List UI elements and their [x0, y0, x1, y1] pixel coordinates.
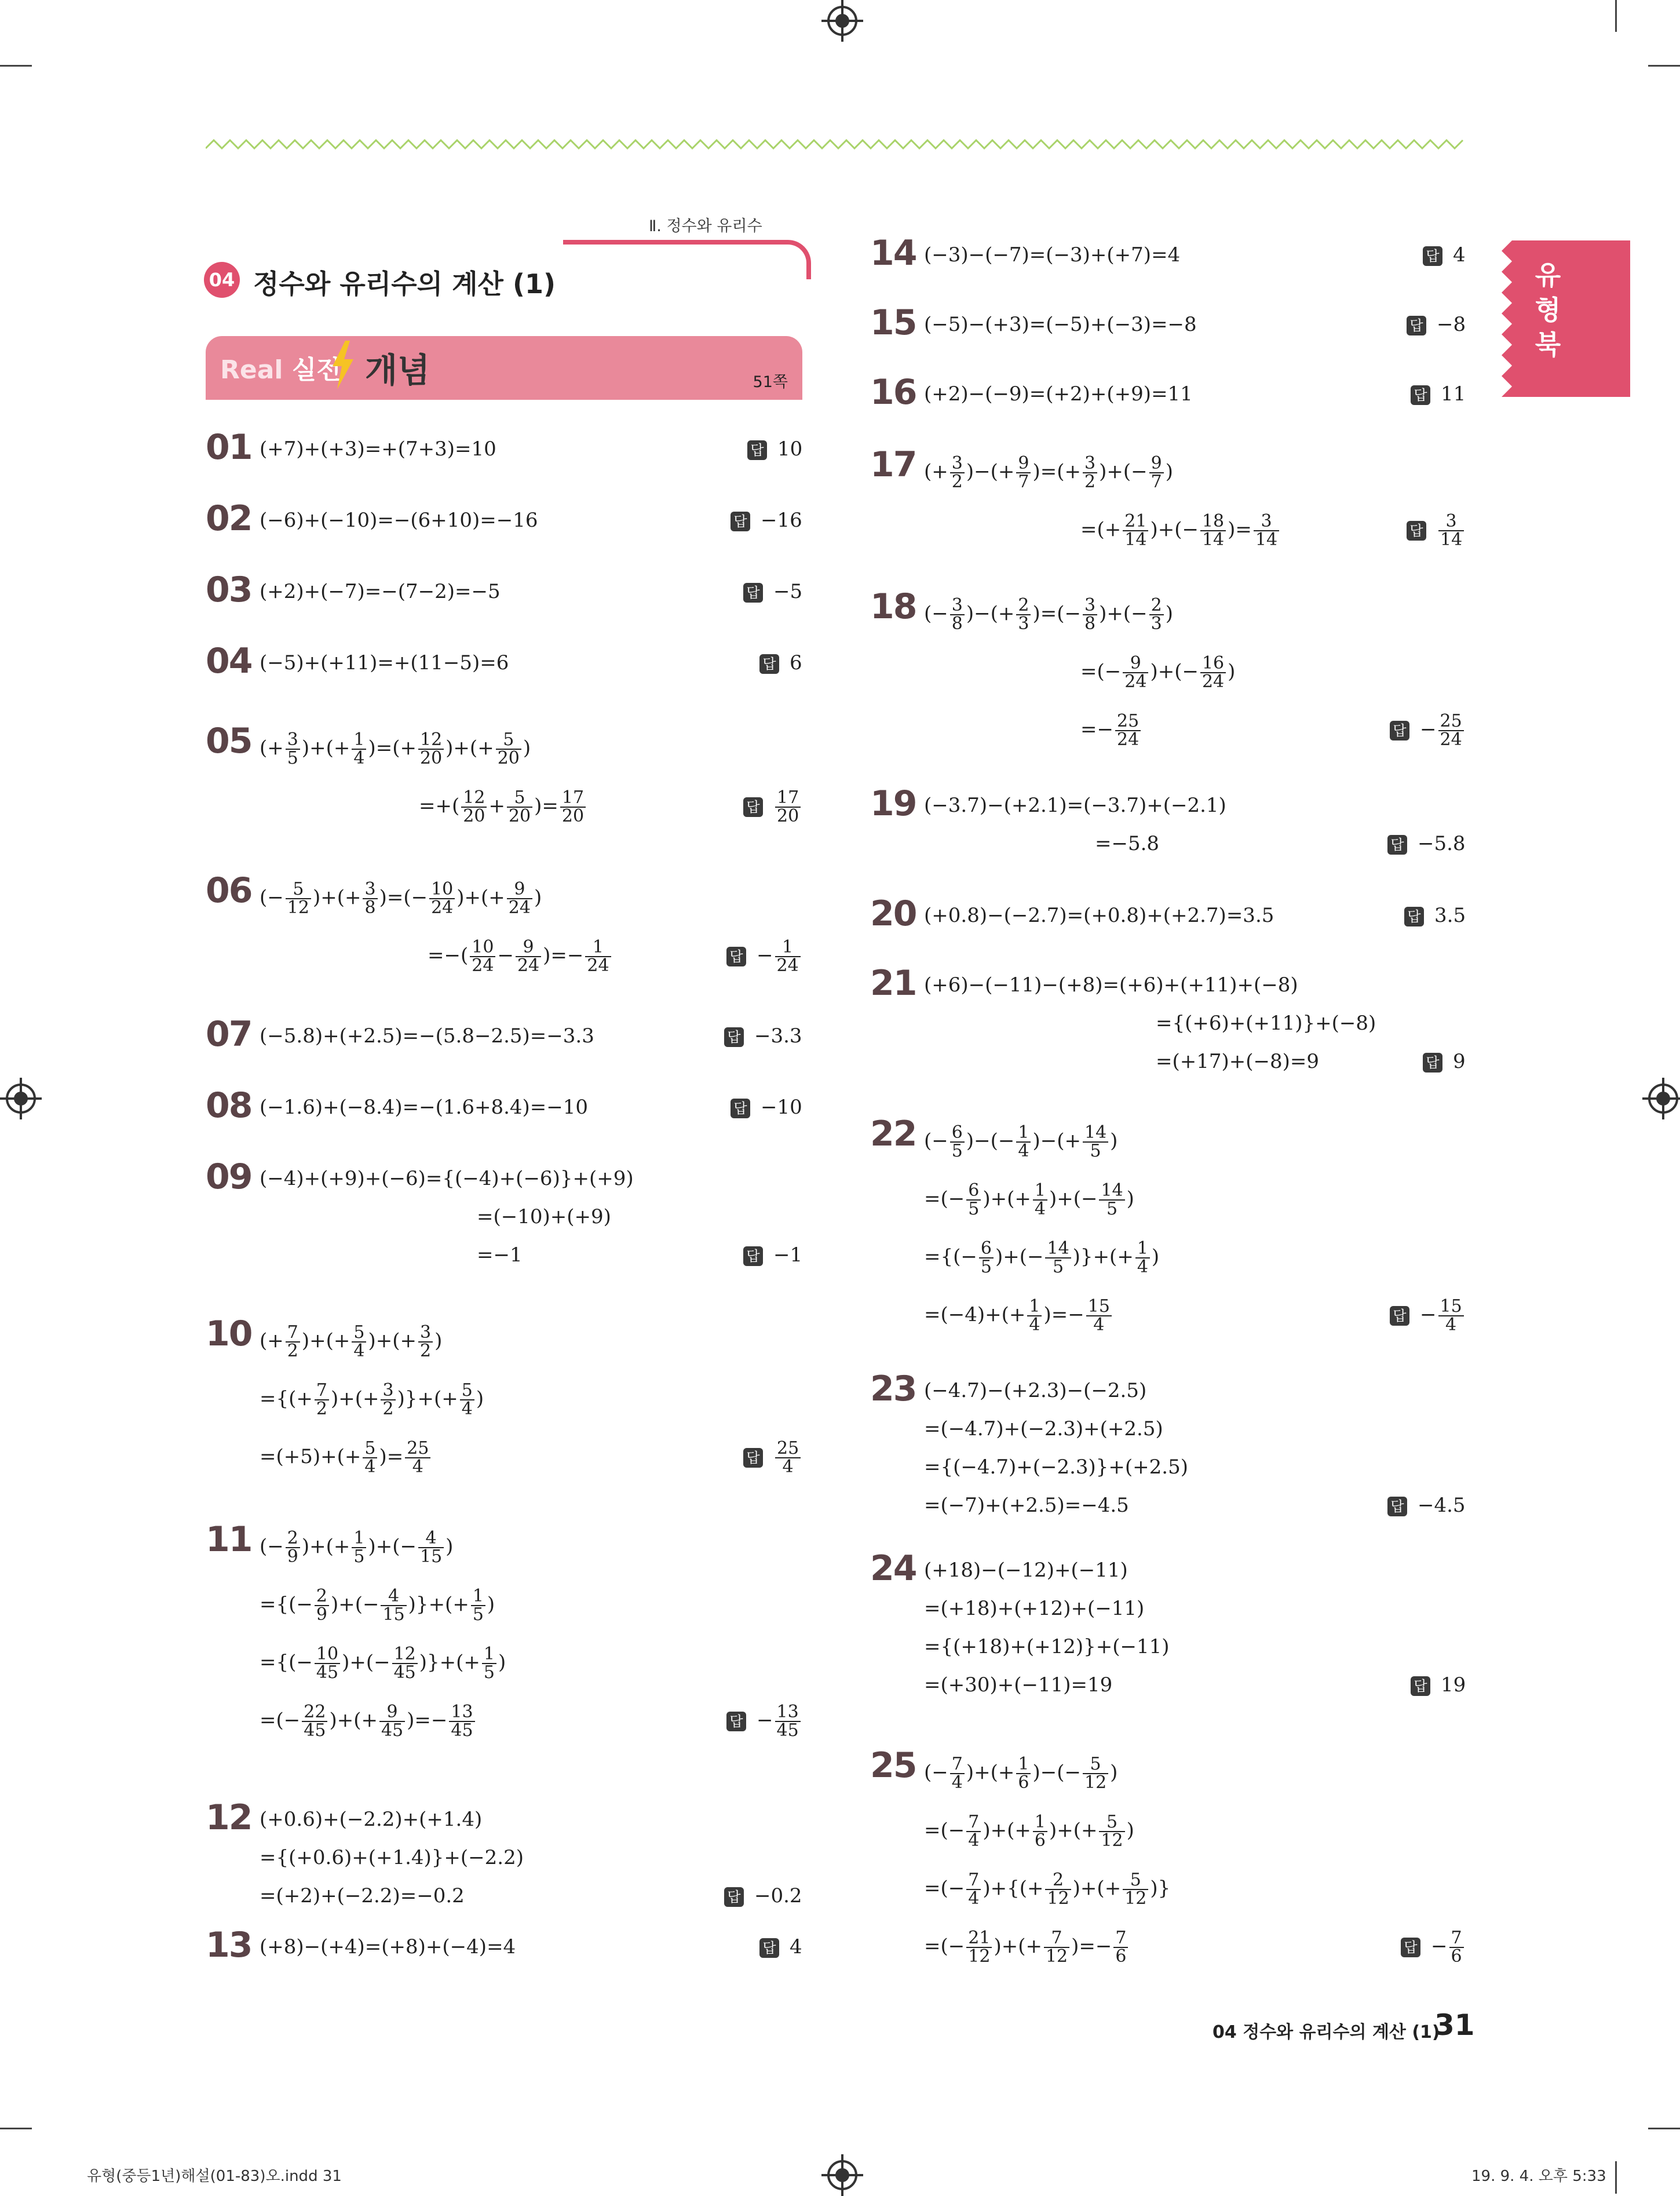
page-number: 31 — [1434, 2008, 1475, 2042]
solution-line: (+18)−(−12)+(−11) — [924, 1559, 1128, 1582]
answer-value: −5 — [773, 580, 803, 603]
zigzag-rule — [206, 137, 1469, 154]
solution-line: =(+17)+(−8)=9 — [1156, 1050, 1320, 1073]
registration-mark-icon — [6, 1084, 36, 1114]
side-tab-teeth — [1502, 240, 1517, 397]
solution-line: =(+ $\frac{21}{14}$ )+(− $\frac{18}{14}$ )= $\frac{3}{14}$ — [1080, 513, 1281, 549]
answer — [743, 1440, 802, 1476]
answer-value: −8 — [1437, 313, 1466, 336]
answer-value: −16 — [761, 509, 802, 532]
problem-number: 18 — [870, 586, 916, 627]
problem-number: 15 — [870, 302, 916, 343]
answer — [724, 1884, 802, 1907]
answer-marker-icon: 답 — [1387, 835, 1407, 855]
solution-line: =(− $\frac{21}{12}$ )+(+ $\frac{7}{12}$ )=− $\frac{7}{6}$ — [924, 1929, 1130, 1965]
problem-number: 12 — [206, 1797, 252, 1838]
answer-marker-icon: 답 — [1401, 1938, 1420, 1957]
answer — [743, 789, 802, 825]
answer — [1407, 313, 1466, 336]
solution-line: =(− $\frac{6}{5}$ )+(+ $\frac{1}{4}$ )+(− $\frac{14}{5}$ ) — [924, 1180, 1134, 1219]
solution-line: (+ $\frac{7}{2}$ )+(+ $\frac{5}{4}$ )+(+ $\frac{3}{2}$ ) — [260, 1322, 443, 1361]
problem-number: 06 — [206, 870, 252, 911]
solution-line: ={(−4.7)+(−2.3)}+(+2.5) — [924, 1456, 1188, 1479]
answer-marker-icon: 답 — [731, 512, 750, 531]
answer — [759, 1935, 802, 1958]
problem-number: 16 — [870, 372, 916, 413]
answer — [1411, 1673, 1466, 1697]
solution-line: (− $\frac{6}{5}$ )−(− $\frac{1}{4}$ )−(+ $\frac{14}{5}$ ) — [924, 1122, 1118, 1161]
answer-marker-icon: 답 — [726, 947, 746, 966]
banner-page-ref: 51쪽 — [753, 373, 788, 391]
solution-line: =(−4.7)+(−2.3)+(+2.5) — [924, 1417, 1163, 1440]
solution-line: (−3)−(−7)=(−3)+(+7)=4 — [924, 243, 1181, 267]
answer — [726, 939, 802, 975]
answer-value: − $\frac{7}{6}$ — [1431, 1935, 1466, 1958]
answer-value: 19 — [1441, 1673, 1466, 1697]
solution-line: (−5)+(+11)=+(11−5)=6 — [260, 651, 509, 674]
answer-value: 6 — [790, 651, 802, 674]
problem-number: 20 — [870, 893, 916, 934]
problem-number: 24 — [870, 1548, 916, 1589]
answer-marker-icon: 답 — [1390, 1306, 1409, 1326]
solution-line: =−5.8 — [1095, 832, 1160, 855]
crop-mark — [1648, 65, 1680, 67]
answer — [759, 651, 802, 674]
solution-line: ={(+18)+(+12)}+(−11) — [924, 1635, 1170, 1658]
answer-value: $\frac{25}{4}$ — [773, 1445, 802, 1468]
solution-line: (+0.6)+(−2.2)+(+1.4) — [260, 1808, 483, 1831]
solution-line: (−6)+(−10)=−(6+10)=−16 — [260, 509, 538, 532]
answer-value: −0.2 — [754, 1884, 802, 1907]
answer-value: 4 — [1453, 243, 1466, 267]
problem-number: 10 — [206, 1314, 252, 1354]
solution-line: =(− $\frac{22}{45}$ )+(+ $\frac{9}{45}$ )=− $\frac{13}{45}$ — [260, 1703, 477, 1739]
problem-number: 08 — [206, 1085, 252, 1126]
banner-concept-label: 개념 — [365, 351, 430, 390]
print-slug-file: 유형(중등1년)해설(01-83)오.indd 31 — [87, 2168, 342, 2185]
solution-line: (−5)−(+3)=(−5)+(−3)=−8 — [924, 313, 1197, 336]
solution-line: (− $\frac{5}{12}$ )+(+ $\frac{3}{8}$ )=(− $\frac{10}{24}$ )+(+ $\frac{9}{24}$ ) — [260, 879, 542, 918]
print-slug-date: 19. 9. 4. 오후 5:33 — [1471, 2168, 1606, 2185]
solution-line: (+2)−(−9)=(+2)+(+9)=11 — [924, 382, 1193, 406]
answer — [747, 437, 802, 461]
heading-curve — [563, 240, 811, 279]
answer — [1404, 904, 1466, 927]
solution-line: =(+2)+(−2.2)=−0.2 — [260, 1884, 465, 1907]
solution-line: (−5.8)+(+2.5)=−(5.8−2.5)=−3.3 — [260, 1024, 594, 1048]
solution-line: (+7)+(+3)=+(7+3)=10 — [260, 437, 496, 461]
solution-line: =(−10)+(+9) — [477, 1205, 611, 1228]
solution-line: =− $\frac{25}{24}$ — [1080, 713, 1142, 749]
problem-number: 21 — [870, 963, 916, 1004]
answer-value: −1 — [773, 1243, 803, 1267]
side-tab-label: 유형북 — [1535, 260, 1561, 360]
solution-line: ={(− $\frac{10}{45}$ )+(− $\frac{12}{45}$ )}+(+ $\frac{1}{5}$ ) — [260, 1644, 506, 1683]
answer-value: −5.8 — [1418, 832, 1466, 855]
answer-marker-icon: 답 — [1423, 246, 1442, 266]
solution-line: (+ $\frac{3}{5}$ )+(+ $\frac{1}{4}$ )=(+ $\frac{12}{20}$ )+(+ $\frac{5}{20}$ ) — [260, 729, 531, 768]
answer — [743, 580, 802, 603]
solution-line: (− $\frac{2}{9}$ )+(+ $\frac{1}{5}$ )+(− $\frac{4}{15}$ ) — [260, 1528, 454, 1567]
solution-line: (− $\frac{3}{8}$ )−(+ $\frac{2}{3}$ )=(− $\frac{3}{8}$ )+(− $\frac{2}{3}$ ) — [924, 595, 1173, 634]
answer-value: 9 — [1453, 1050, 1466, 1073]
problem-number: 01 — [206, 427, 252, 468]
solution-line: ={(− $\frac{2}{9}$ )+(− $\frac{4}{15}$ )}+(+ $\frac{1}{5}$ ) — [260, 1586, 495, 1625]
answer-marker-icon: 답 — [1407, 316, 1426, 335]
answer — [1390, 713, 1466, 749]
solution-line: (−3.7)−(+2.1)=(−3.7)+(−2.1) — [924, 794, 1226, 817]
banner-real-label: Real 실전 — [220, 355, 341, 385]
solution-line: =(+5)+(+ $\frac{5}{4}$ )= $\frac{25}{4}$ — [260, 1440, 432, 1476]
answer-value: $\frac{17}{20}$ — [773, 794, 802, 818]
answer-value: − $\frac{13}{45}$ — [757, 1709, 802, 1732]
solution-line: =(−7)+(+2.5)=−4.5 — [924, 1494, 1129, 1517]
solution-line: (+ $\frac{3}{2}$ )−(+ $\frac{9}{7}$ )=(+ $\frac{3}{2}$ )+(− $\frac{9}{7}$ ) — [924, 453, 1173, 492]
answer-marker-icon: 답 — [724, 1027, 744, 1047]
crop-mark — [0, 65, 32, 67]
answer-value: −10 — [761, 1096, 802, 1119]
answer — [724, 1024, 802, 1048]
answer — [1407, 513, 1466, 549]
solution-line: (−4)+(+9)+(−6)={(−4)+(−6)}+(+9) — [260, 1167, 634, 1190]
answer-marker-icon: 답 — [743, 583, 763, 603]
answer-marker-icon: 답 — [1387, 1497, 1407, 1516]
problem-number: 09 — [206, 1157, 252, 1197]
answer — [1387, 832, 1466, 855]
solution-line: (− $\frac{7}{4}$ )+(+ $\frac{1}{6}$ )−(− $\frac{5}{12}$ ) — [924, 1754, 1118, 1793]
answer-marker-icon: 답 — [1411, 1676, 1430, 1696]
answer — [1423, 1050, 1466, 1073]
solution-line: =−1 — [477, 1243, 523, 1267]
answer-value: − $\frac{1}{24}$ — [757, 944, 802, 967]
registration-mark-icon — [827, 6, 857, 36]
answer-value: $\frac{3}{14}$ — [1437, 518, 1466, 541]
side-tab — [1502, 240, 1630, 397]
solution-line: (−1.6)+(−8.4)=−(1.6+8.4)=−10 — [260, 1096, 589, 1119]
solution-line: =−( $\frac{10}{24}$ − $\frac{9}{24}$ )=− $\frac{1}{24}$ — [428, 939, 613, 975]
answer-marker-icon: 답 — [726, 1712, 746, 1731]
answer — [1390, 1298, 1466, 1334]
answer-marker-icon: 답 — [1390, 721, 1409, 740]
answer-marker-icon: 답 — [759, 1938, 779, 1958]
answer — [726, 1703, 802, 1739]
answer-value: 3.5 — [1434, 904, 1466, 927]
section-title: 정수와 유리수의 계산 (1) — [253, 268, 556, 300]
answer — [731, 509, 802, 532]
answer-marker-icon: 답 — [731, 1099, 750, 1118]
answer-marker-icon: 답 — [759, 654, 779, 674]
solution-line: ={(− $\frac{6}{5}$ )+(− $\frac{14}{5}$ )}+(+ $\frac{1}{4}$ ) — [924, 1238, 1160, 1277]
answer-marker-icon: 답 — [743, 1246, 763, 1266]
solution-line: (+6)−(−11)−(+8)=(+6)+(+11)+(−8) — [924, 973, 1298, 997]
crop-mark — [1615, 0, 1617, 32]
problem-number: 14 — [870, 233, 916, 273]
problem-number: 02 — [206, 498, 252, 539]
answer — [1387, 1494, 1466, 1517]
answer-marker-icon: 답 — [1423, 1053, 1442, 1073]
answer-value: − $\frac{15}{4}$ — [1420, 1303, 1466, 1326]
answer-marker-icon: 답 — [724, 1887, 744, 1907]
answer-value: −4.5 — [1418, 1494, 1466, 1517]
breadcrumb: Ⅱ. 정수와 유리수 — [649, 217, 762, 235]
answer-marker-icon: 답 — [1407, 521, 1426, 541]
solution-line: =(− $\frac{9}{24}$ )+(− $\frac{16}{24}$ ) — [1080, 653, 1236, 692]
solution-line: (+8)−(+4)=(+8)+(−4)=4 — [260, 1935, 516, 1958]
solution-line: (−4.7)−(+2.3)−(−2.5) — [924, 1379, 1147, 1402]
solution-line: ={(+0.6)+(+1.4)}+(−2.2) — [260, 1846, 524, 1869]
answer — [1411, 382, 1466, 406]
problem-number: 05 — [206, 721, 252, 761]
answer-marker-icon: 답 — [1411, 385, 1430, 405]
answer-value: − $\frac{25}{24}$ — [1420, 718, 1466, 741]
crop-mark — [1648, 2128, 1680, 2129]
answer-value: −3.3 — [754, 1024, 802, 1048]
solution-line: ={(+6)+(+11)}+(−8) — [1156, 1012, 1376, 1035]
problem-number: 22 — [870, 1114, 916, 1154]
answer-value: 4 — [790, 1935, 802, 1958]
problem-number: 19 — [870, 783, 916, 824]
answer — [743, 1243, 802, 1267]
solution-line: =(+30)+(−11)=19 — [924, 1673, 1113, 1697]
answer-marker-icon: 답 — [1404, 907, 1424, 926]
registration-mark-icon — [1648, 1084, 1678, 1114]
problem-number: 17 — [870, 444, 916, 485]
answer — [1401, 1929, 1466, 1965]
solution-line: =(+18)+(+12)+(−11) — [924, 1597, 1145, 1620]
solution-line: ={(+ $\frac{7}{2}$ )+(+ $\frac{3}{2}$ )}+(+ $\frac{5}{4}$ ) — [260, 1380, 484, 1419]
problem-number: 23 — [870, 1369, 916, 1409]
footer-section-title: 04 정수와 유리수의 계산 (1) — [1212, 2022, 1440, 2042]
problem-number: 04 — [206, 641, 252, 681]
answer-marker-icon: 답 — [743, 797, 763, 817]
solution-line: =+( $\frac{12}{20}$ + $\frac{5}{20}$ )= $\frac{17}{20}$ — [419, 789, 587, 825]
answer-value: 11 — [1441, 382, 1466, 406]
registration-mark-icon — [827, 2160, 857, 2190]
answer-marker-icon: 답 — [747, 440, 767, 460]
solution-line: =(− $\frac{7}{4}$ )+{(+ $\frac{2}{12}$ )+(+ $\frac{5}{12}$ )} — [924, 1870, 1171, 1909]
answer — [1423, 243, 1466, 267]
problem-number: 13 — [206, 1925, 252, 1965]
solution-line: =(− $\frac{7}{4}$ )+(+ $\frac{1}{6}$ )+(+ $\frac{5}{12}$ ) — [924, 1812, 1134, 1851]
answer-value: 10 — [777, 437, 803, 461]
concept-banner — [206, 336, 802, 400]
lightning-bolt-icon — [330, 341, 356, 389]
section-heading — [204, 260, 801, 300]
solution-line: (+2)+(−7)=−(7−2)=−5 — [260, 580, 501, 603]
crop-mark — [0, 2128, 32, 2129]
problem-number: 03 — [206, 570, 252, 610]
problem-number: 11 — [206, 1519, 252, 1560]
problem-number: 25 — [870, 1745, 916, 1786]
solution-line: (+0.8)−(−2.7)=(+0.8)+(+2.7)=3.5 — [924, 904, 1274, 927]
solution-line: =(−4)+(+ $\frac{1}{4}$ )=− $\frac{15}{4}$ — [924, 1298, 1113, 1334]
crop-mark — [1615, 2161, 1617, 2194]
problem-number: 07 — [206, 1014, 252, 1055]
answer — [731, 1096, 802, 1119]
answer-marker-icon: 답 — [743, 1448, 763, 1468]
section-number-badge: 04 — [204, 262, 240, 298]
